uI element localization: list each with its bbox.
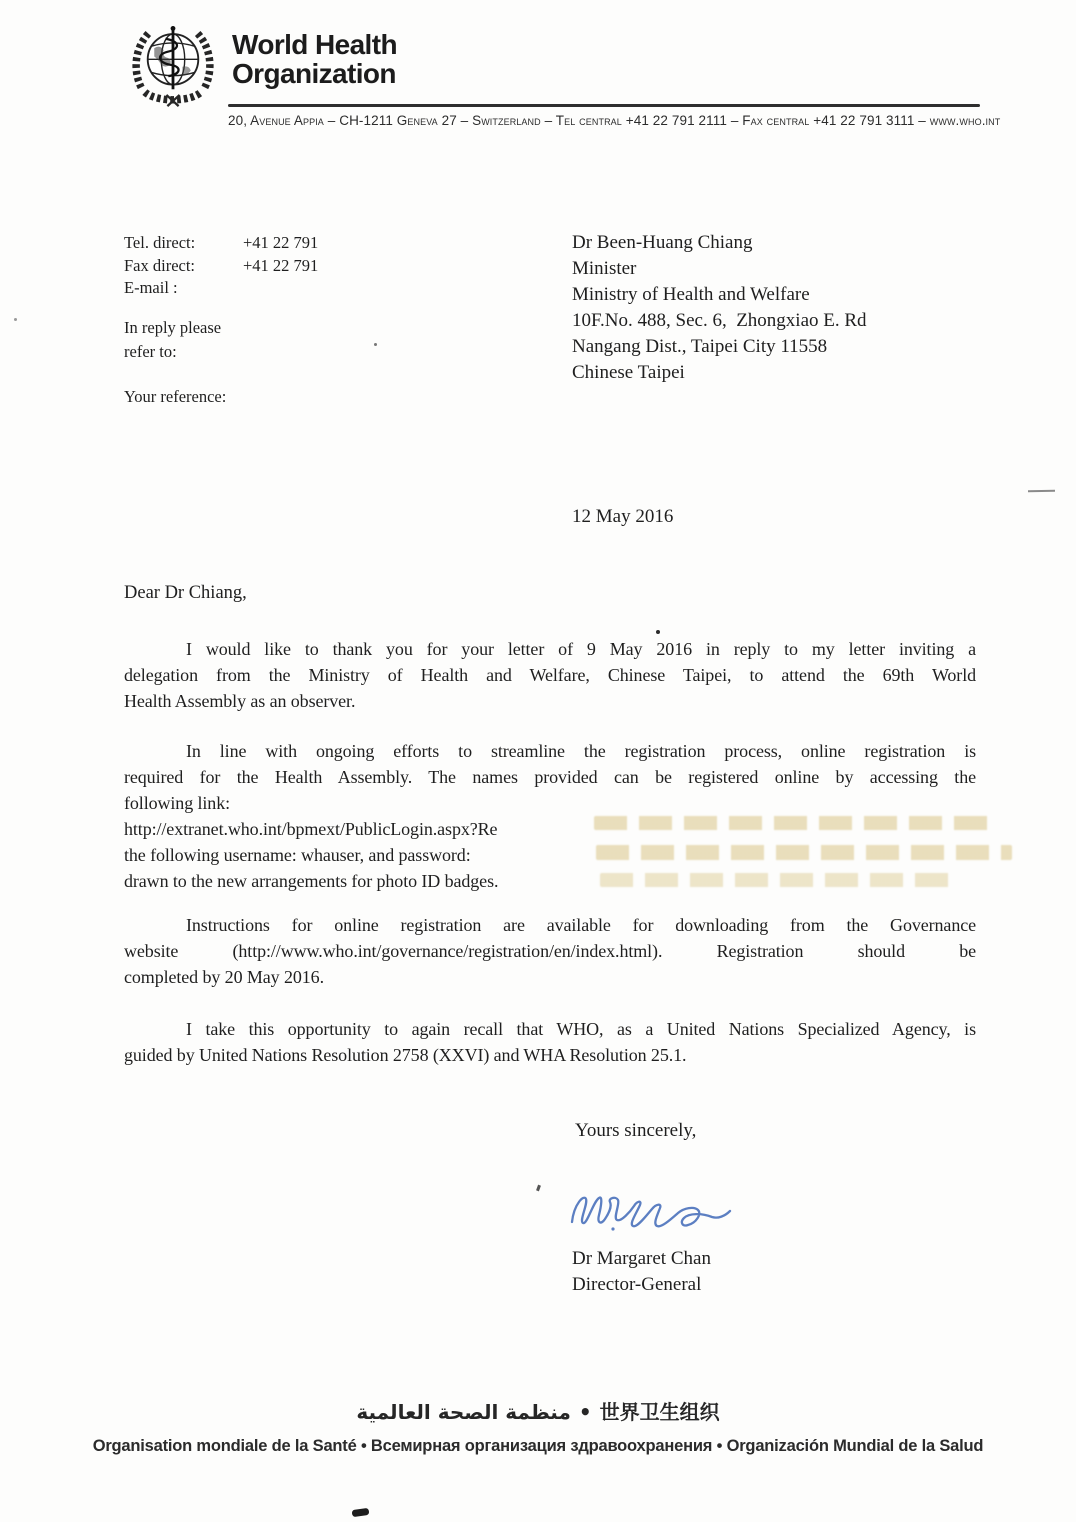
scan-artifact-dot bbox=[656, 630, 660, 634]
governance-url-line: website (http://www.who.int/governance/registration/en/index.html). Registration should be bbox=[124, 941, 976, 961]
tel-direct-label: Tel. direct: bbox=[124, 233, 196, 252]
signer-title: Director-General bbox=[572, 1274, 702, 1295]
meta-row-tel bbox=[124, 232, 454, 255]
salutation: Dear Dr Chiang, bbox=[124, 583, 247, 603]
meta-row-fax bbox=[124, 255, 454, 278]
recipient-org: Ministry of Health and Welfare bbox=[572, 284, 810, 305]
org-name bbox=[232, 30, 397, 88]
body-line: required for the Health Assembly. The names provided can be registered online by accessing the bbox=[124, 767, 976, 787]
email-label: E-mail : bbox=[124, 278, 178, 297]
body-line: drawn to the new arrangements for photo ID badges. bbox=[124, 871, 499, 891]
credentials-line: the following username: whauser, and password: bbox=[124, 845, 471, 865]
meta-row-email bbox=[124, 277, 454, 300]
fax-direct-value: +41 22 791 bbox=[243, 255, 319, 275]
body-line: guided by United Nations Resolution 2758 (XXVI) and WHA Resolution 25.1. bbox=[124, 1045, 687, 1065]
in-reply-label-line1: In reply please bbox=[124, 317, 222, 337]
signature-icon bbox=[558, 1172, 743, 1244]
footer-multilingual-line1 bbox=[0, 1396, 1076, 1425]
redacted-text bbox=[594, 816, 996, 830]
body-line: Health Assembly as an observer. bbox=[124, 691, 356, 711]
footer-multilingual-line2: Organisation mondiale de la Santé • Всемирная организация здравоохранения • Organización Mundial de la Salud bbox=[92, 1437, 984, 1455]
who-emblem-icon bbox=[126, 20, 220, 108]
footer-arabic-name: منظمة الصحة العالمية bbox=[356, 1400, 571, 1424]
recipient-title: Minister bbox=[572, 258, 637, 279]
body-line: completed by 20 May 2016. bbox=[124, 967, 324, 987]
body-line: following link: bbox=[124, 793, 230, 813]
body-line: delegation from the Ministry of Health and Welfare, Chinese Taipei, to attend the 69th World bbox=[124, 665, 976, 685]
header-divider bbox=[228, 104, 980, 107]
org-name-line1: World Health bbox=[232, 29, 397, 60]
scan-artifact-dot bbox=[14, 318, 17, 321]
redacted-text bbox=[600, 873, 950, 887]
scan-artifact-smudge bbox=[352, 1508, 370, 1517]
scan-artifact-dot bbox=[374, 343, 377, 346]
tel-direct-value: +41 22 791 bbox=[243, 233, 319, 252]
letter-meta-block bbox=[124, 232, 454, 409]
scan-artifact-dash bbox=[1028, 490, 1055, 492]
fax-direct-label: Fax direct: bbox=[124, 255, 196, 275]
footer-separator: • bbox=[578, 1400, 592, 1424]
recipient-city: Nangang Dist., Taipei City 11558 bbox=[572, 336, 828, 357]
body-line: I take this opportunity to again recall that WHO, as a United Nations Specialized Agency, is bbox=[186, 1019, 976, 1039]
paragraph-3 bbox=[124, 912, 976, 990]
valediction: Yours sincerely, bbox=[575, 1120, 697, 1141]
footer-chinese-name: 世界卫生组织 bbox=[599, 1400, 720, 1424]
paragraph-4 bbox=[124, 1016, 976, 1068]
recipient-street: 10F.No. 488, Sec. 6, Zhongxiao E. Rd bbox=[572, 310, 867, 331]
registration-url-line: http://extranet.who.int/bpmext/PublicLogin.aspx?Re bbox=[124, 819, 498, 839]
your-reference-label: Your reference: bbox=[124, 386, 227, 406]
in-reply-label-line2: refer to: bbox=[124, 341, 177, 361]
paragraph-1 bbox=[124, 636, 976, 714]
signature-block bbox=[572, 1246, 711, 1298]
body-line: I would like to thank you for your letter of 9 May 2016 in reply to my letter inviting a bbox=[186, 639, 976, 659]
body-line: In line with ongoing efforts to streamline the registration process, online registration is bbox=[186, 741, 976, 761]
body-line: Instructions for online registration are available for downloading from the Governance bbox=[186, 915, 976, 935]
letter-date: 12 May 2016 bbox=[572, 506, 674, 527]
recipient-name: Dr Been-Huang Chiang bbox=[572, 232, 753, 253]
signer-name: Dr Margaret Chan bbox=[572, 1248, 711, 1269]
header-address-line: 20, Avenue Appia – CH-1211 Geneva 27 – Switzerland – Tel central +41 22 791 2111 – Fax central +41 22 791 3111 – www.who.int bbox=[228, 113, 1001, 128]
redacted-text bbox=[596, 845, 1012, 860]
who-logo bbox=[126, 20, 397, 108]
recipient-address bbox=[572, 230, 867, 386]
org-name-line2: Organization bbox=[232, 58, 396, 89]
scan-artifact-mark bbox=[536, 1185, 541, 1192]
recipient-region: Chinese Taipei bbox=[572, 362, 685, 383]
